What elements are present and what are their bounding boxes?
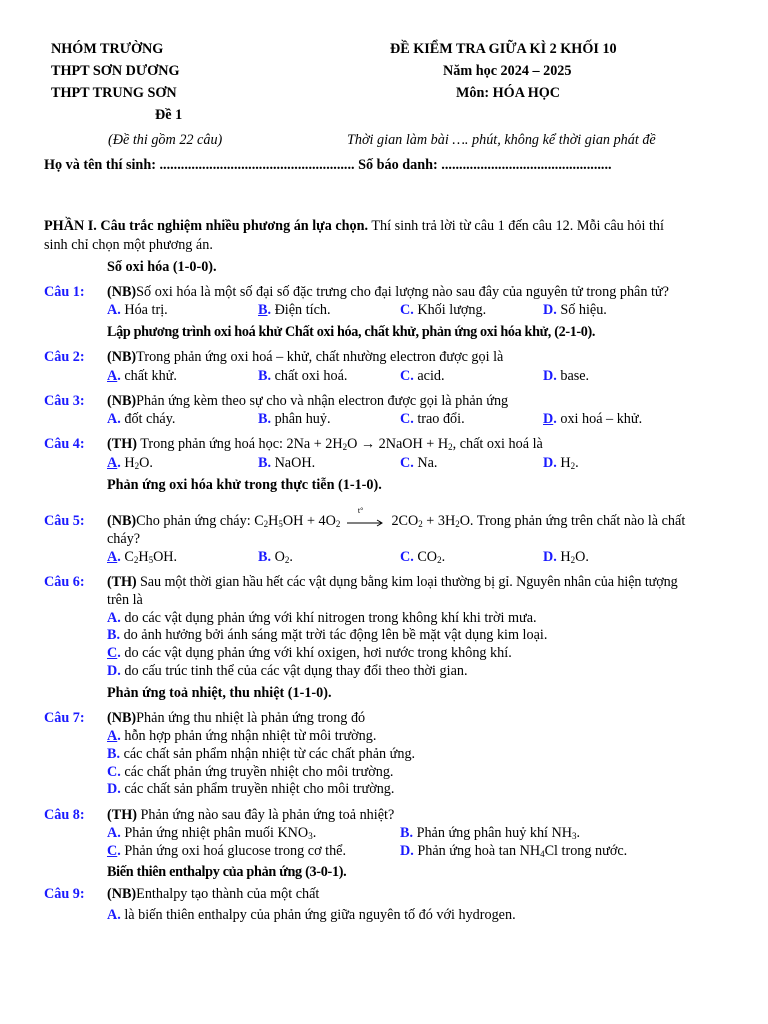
option-d: D. $H_2O$. — [543, 549, 589, 565]
question-number: Câu 8: — [44, 807, 85, 823]
option-a: A. do các vật dụng phản ứng với khí nitrogen trong không khí khi trời mưa. — [107, 610, 537, 626]
part1-intro — [44, 218, 664, 235]
exam-code: Đề 1 — [155, 107, 183, 123]
option-a: A. Phản ứng nhiệt phân muối $KNO_3$. — [107, 825, 317, 841]
question-number: Câu 9: — [44, 886, 85, 902]
option-d: D. các chất sản phẩm truyền nhiệt cho môi trường. — [107, 781, 395, 797]
section-heading: Lập phương trình oxi hoá khử Chất oxi hóa, chất khử, phản ứng oxi hóa khử, (2-1-0). — [107, 324, 596, 340]
question-number: Câu 1: — [44, 284, 85, 300]
question-stem — [107, 284, 669, 301]
option-d: D. Số hiệu. — [543, 302, 607, 318]
option-d: D. do cấu trúc tinh thể của các vật dụng thay đổi theo thời gian. — [107, 663, 468, 679]
question-stem: (NB)Trong phản ứng oxi hoá – khử, chất nhường electron được gọi là — [107, 349, 504, 365]
option-c: C. do các vật dụng phản ứng với khí oxigen, hơi nước trong không khí. — [107, 645, 512, 661]
option-a: A. $H_2O$. — [107, 455, 153, 471]
option-b: B. NaOH. — [258, 455, 316, 471]
option-d: D. base. — [543, 368, 590, 384]
part1-title: PHẦN I. Câu trắc nghiệm nhiều phương án lựa chọn. — [44, 218, 369, 234]
option-c: C. Na. — [400, 455, 438, 471]
option-b: B. phân huỷ. — [258, 411, 331, 427]
question-stem: (NB)Phản ứng thu nhiệt là phản ứng trong đó — [107, 710, 366, 726]
question-number: Câu 6: — [44, 574, 85, 590]
school-year: Năm học 2024 – 2025 — [443, 63, 572, 79]
question-stem: (TH) Phản ứng nào sau đây là phản ứng toả nhiệt? — [107, 807, 395, 823]
option-d: D. oxi hoá – khử. — [543, 411, 643, 427]
section-heading: Phản ứng toả nhiệt, thu nhiệt (1-1-0). — [107, 685, 332, 701]
question-stem: (TH) Sau một thời gian hầu hết các vật dụng bằng kim loại thường bị gỉ. Nguyên nhân của hiện tượng — [107, 574, 678, 590]
option-a: A. là biến thiên enthalpy của phản ứng giữa nguyên tố đó với hydrogen. — [107, 907, 516, 923]
question-number: Câu 2: — [44, 349, 85, 365]
option-c: C. các chất phản ứng truyền nhiệt cho môi trường. — [107, 764, 394, 780]
reaction-arrow: t° — [344, 515, 388, 529]
option-a: A. đốt cháy. — [107, 411, 176, 427]
question-stem: (NB)Cho phản ứng cháy: $C_2H_5OH + 4O_2$ t° $2CO_2 + 3H_2O$. Trong phản ứng trên chất nào là chất — [107, 505, 686, 529]
arrow-icon — [344, 518, 388, 528]
question-stem: (NB)Phản ứng kèm theo sự cho và nhận electron được gọi là phản ứng — [107, 393, 509, 409]
part1-intro-1: Thí sinh trả lời từ câu 1 đến câu 12. Mỗi câu hỏi thí — [368, 218, 664, 234]
option-c: C. trao đổi. — [400, 411, 465, 427]
option-a: A. hỗn hợp phản ứng nhận nhiệt từ môi trường. — [107, 728, 377, 744]
question-number: Câu 3: — [44, 393, 85, 409]
option-a: A. $C_2H_5OH$. — [107, 549, 178, 565]
part1-intro-2: sinh chỉ chọn một phương án. — [44, 237, 213, 253]
section-heading: Biến thiên enthalpy của phản ứng (3-0-1). — [107, 864, 347, 880]
option-a: A. chất khử. — [107, 368, 177, 384]
option-b: B. do ảnh hưởng bởi ánh sáng mặt trời tác động lên bề mặt vật dụng kim loại. — [107, 627, 548, 643]
option-c: C. Khối lượng. — [400, 302, 487, 318]
section-heading: Số oxi hóa (1-0-0). — [107, 259, 217, 275]
time-note: Thời gian làm bài …. phút, không kể thời gian phát đề — [347, 132, 656, 148]
question-count-note: (Đề thi gồm 22 câu) — [108, 132, 223, 148]
question-number: Câu 5: — [44, 513, 85, 529]
exam-title: ĐỀ KIỂM TRA GIỮA KÌ 2 KHỐI 10 — [390, 41, 617, 57]
question-stem: (NB)Enthalpy tạo thành của một chất — [107, 886, 320, 902]
question-level: (NB) — [107, 284, 137, 300]
option-a: A. Hóa trị. — [107, 302, 168, 318]
option-b: B. Phản ứng phân huỷ khí $NH_3$. — [400, 825, 581, 841]
question-number: Câu 7: — [44, 710, 85, 726]
school-1: THPT SƠN DƯƠNG — [51, 63, 180, 79]
question-stem-cont: trên là — [107, 592, 143, 608]
question-number: Câu 4: — [44, 436, 85, 452]
question-stem: (TH) Trong phản ứng hoá học: $2Na + 2H_2O$ → 2NaOH + $H_2$, chất oxi hoá là — [107, 436, 543, 452]
subject: Môn: HÓA HỌC — [456, 85, 561, 101]
option-c: C. Phản ứng oxi hoá glucose trong cơ thể. — [107, 843, 347, 859]
school-2: THPT TRUNG SƠN — [51, 85, 177, 101]
option-c: C. acid. — [400, 368, 445, 384]
question-text: Số oxi hóa là một số đại số đặc trưng cho đại lượng nào sau đây của nguyên tử trong phân tử? — [136, 284, 669, 300]
option-d: D. Phản ứng hoà $\tan NH_4Cl$ trong nước. — [400, 843, 628, 859]
option-b: B. $O_2$. — [258, 549, 293, 565]
option-b: B. chất oxi hoá. — [258, 368, 348, 384]
option-d: D. $H_2$. — [543, 455, 579, 471]
option-b: B. Điện tích. — [258, 302, 331, 318]
student-info-line: Họ và tên thí sinh: ....................................................... Số báo danh: ................................................ — [44, 157, 612, 173]
school-group: NHÓM TRƯỜNG — [51, 41, 164, 57]
option-b: B. các chất sản phẩm nhận nhiệt từ các chất phản ứng. — [107, 746, 416, 762]
question-stem-cont: cháy? — [107, 531, 141, 547]
section-heading: Phản ứng oxi hóa khử trong thực tiễn (1-1-0). — [107, 477, 382, 493]
option-c: C. $CO_2$. — [400, 549, 446, 565]
